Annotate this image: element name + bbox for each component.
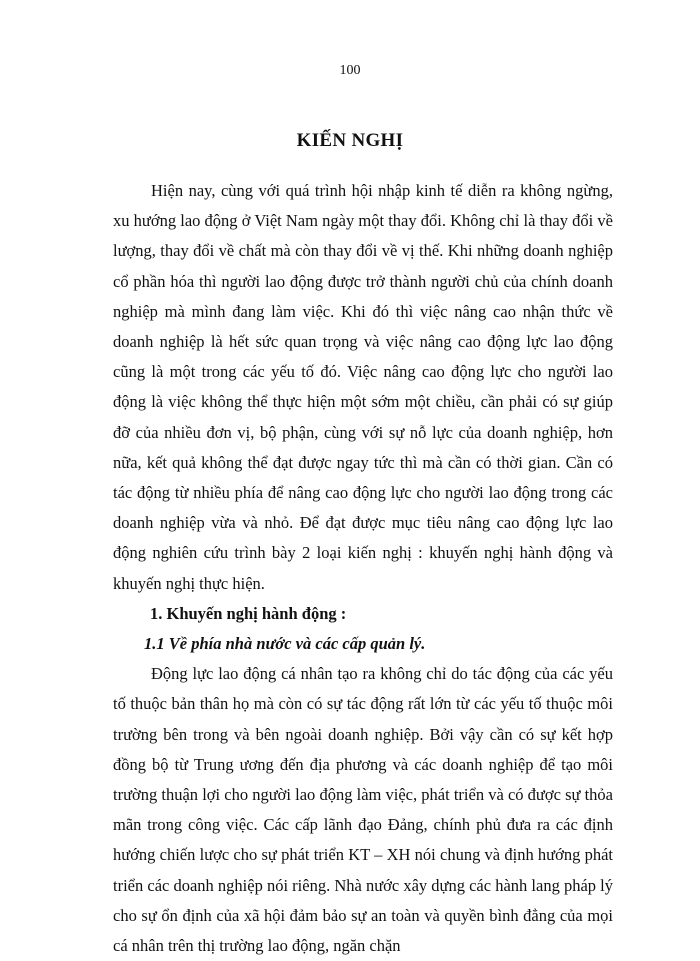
page-title: KIẾN NGHỊ xyxy=(296,130,404,151)
intro-paragraph: Hiện nay, cùng với quá trình hội nhập kinh tế diễn ra không ngừng, xu hướng lao động ở Việt Nam ngày một thay đổi. Không chỉ là thay đổi về lượng, thay đổi về chất mà còn thay đổi về vị thế. Khi những doanh nghiệp cổ phần hóa thì người lao động được trở thành người chủ của chính doanh nghiệp mà mình đang làm việc. Khi đó thì việc nâng cao nhận thức về doanh nghiệp là hết sức quan trọng và việc nâng cao động lực lao động cũng là một trong các yếu tố đó. Việc nâng cao động lực cho người lao động là việc không thể thực hiện một sớm một chiều, cần phải có sự giúp đỡ của nhiều đơn vị, bộ phận, cùng với sự nỗ lực của doanh nghiệp, hơn nữa, kết quả không thể đạt được ngay tức thì mà cần có thời gian. Cần có tác động từ nhiều phía để nâng cao động lực cho người lao động trong các doanh nghiệp vừa và nhỏ. Để đạt được mục tiêu nâng cao động lực lao động nghiên cứu trình bày 2 loại kiến nghị : khuyến nghị hành động và khuyến nghị thực hiện. xyxy=(113,181,613,593)
section-1-1-paragraph: Động lực lao động cá nhân tạo ra không chỉ do tác động của các yếu tố thuộc bản thân họ mà còn có sự tác động rất lớn từ các yếu tố thuộc môi trường bên trong và bên ngoài doanh nghiệp. Bởi vậy cần có sự kết hợp đồng bộ từ Trung ương đến địa phương và các doanh nghiệp để tạo môi trường thuận lợi cho người lao động làm việc, phát triển và có được sự thỏa mãn trong công việc. Các cấp lãnh đạo Đảng, chính phủ đưa ra các định hướng chiến lược cho sự phát triển KT – XH nói chung và định hướng phát triển các doanh nghiệp nói riêng. Nhà nước xây dựng các hành lang pháp lý cho sự ổn định của xã hội đảm bảo sự an toàn và quyền bình đẳng của mọi cá nhân trên thị trường lao động, ngăn chặn xyxy=(113,664,613,956)
document-body xyxy=(113,176,613,961)
page-number: 100 xyxy=(339,63,361,78)
subsection-1-1-heading: 1.1 Về phía nhà nước và các cấp quản lý. xyxy=(144,634,426,654)
section-1-heading: 1. Khuyến nghị hành động : xyxy=(150,603,347,623)
